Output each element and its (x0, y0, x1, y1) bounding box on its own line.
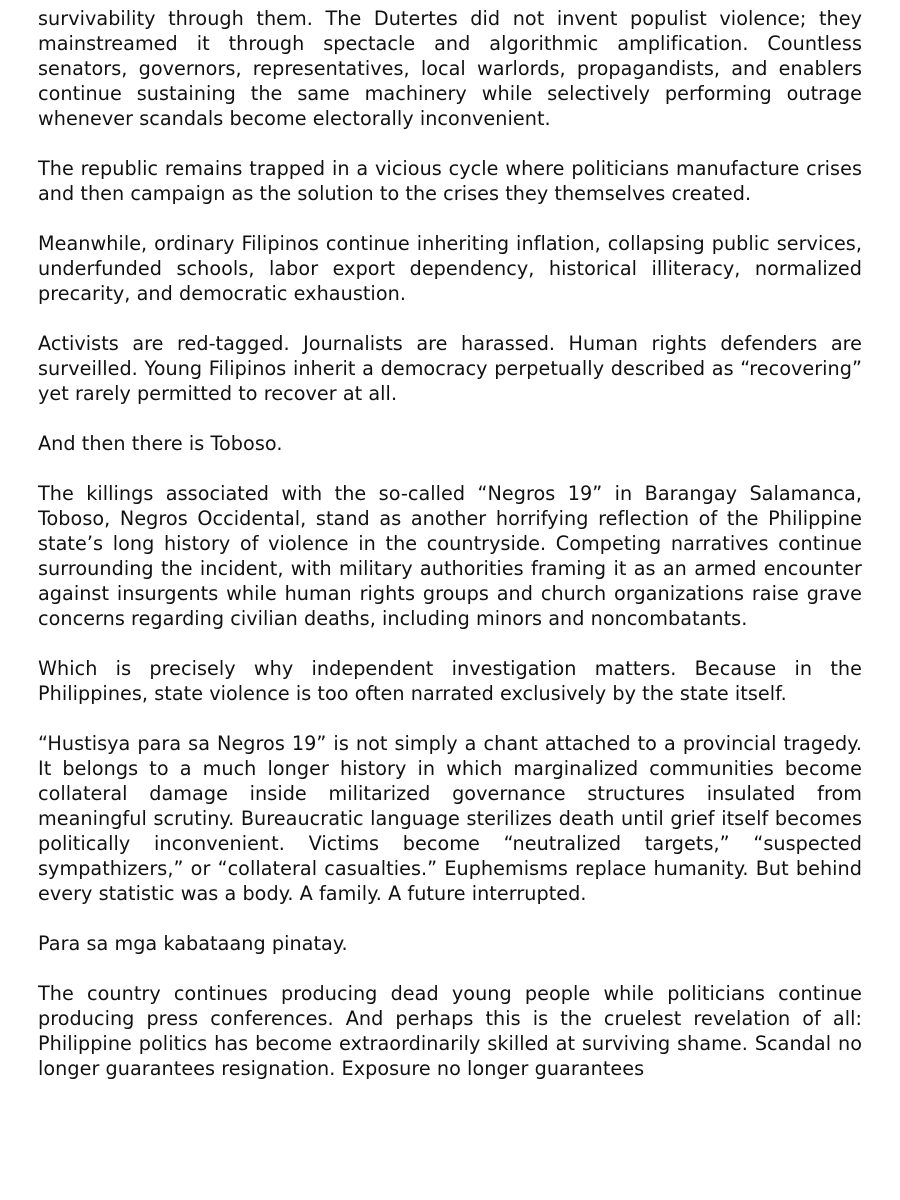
paragraph-1: survivability through them. The Dutertes did not invent populist violence; they mainstreamed it through spectacle and algorithmic amplification. Countless senators, governors, representatives, local warlords, propagandists, and enablers continue sustaining the same machinery while selectively performing outrage whenever scandals become electorally inconvenient. (38, 7, 862, 130)
paragraph-3: Meanwhile, ordinary Filipinos continue inheriting inflation, collapsing public services, underfunded schools, labor export dependency, historical illiteracy, normalized precarity, and democratic exhaustion. (38, 232, 862, 305)
paragraph-7: Which is precisely why independent investigation matters. Because in the Philippines, state violence is too often narrated exclusively by the state itself. (38, 657, 862, 705)
paragraph-8: “Hustisya para sa Negros 19” is not simply a chant attached to a provincial tragedy. It belongs to a much longer history in which marginalized communities become collateral damage inside militarized governance structures insulated from meaningful scrutiny. Bureaucratic language sterilizes death until grief itself becomes politically inconvenient. Victims become “neutralized targets,” “suspected sympathizers,” or “collateral casualties.” Euphemisms replace humanity. But behind every statistic was a body. A family. A future interrupted. (38, 732, 862, 905)
paragraph-2: The republic remains trapped in a vicious cycle where politicians manufacture crises and then campaign as the solution to the crises they themselves created. (38, 157, 862, 205)
paragraph-4: Activists are red-tagged. Journalists are harassed. Human rights defenders are surveilled. Young Filipinos inherit a democracy perpetually described as “recovering” yet rarely permitted to recover at all. (38, 332, 862, 405)
paragraph-6: The killings associated with the so-called “Negros 19” in Barangay Salamanca, Toboso, Negros Occidental, stand as another horrifying reflection of the Philippine state’s long history of violence in the countryside. Competing narratives continue surrounding the incident, with military authorities framing it as an armed encounter against insurgents while human rights groups and church organizations raise grave concerns regarding civilian deaths, including minors and noncombatants. (38, 482, 862, 630)
paragraph-9: Para sa mga kabataang pinatay. (38, 932, 348, 955)
paragraph-5: And then there is Toboso. (38, 432, 283, 455)
paragraph-10: The country continues producing dead young people while politicians continue producing press conferences. And perhaps this is the cruelest revelation of all: Philippine politics has become extraordinarily skilled at surviving shame. Scandal no longer guarantees resignation. Exposure no longer guarantees (38, 982, 862, 1080)
